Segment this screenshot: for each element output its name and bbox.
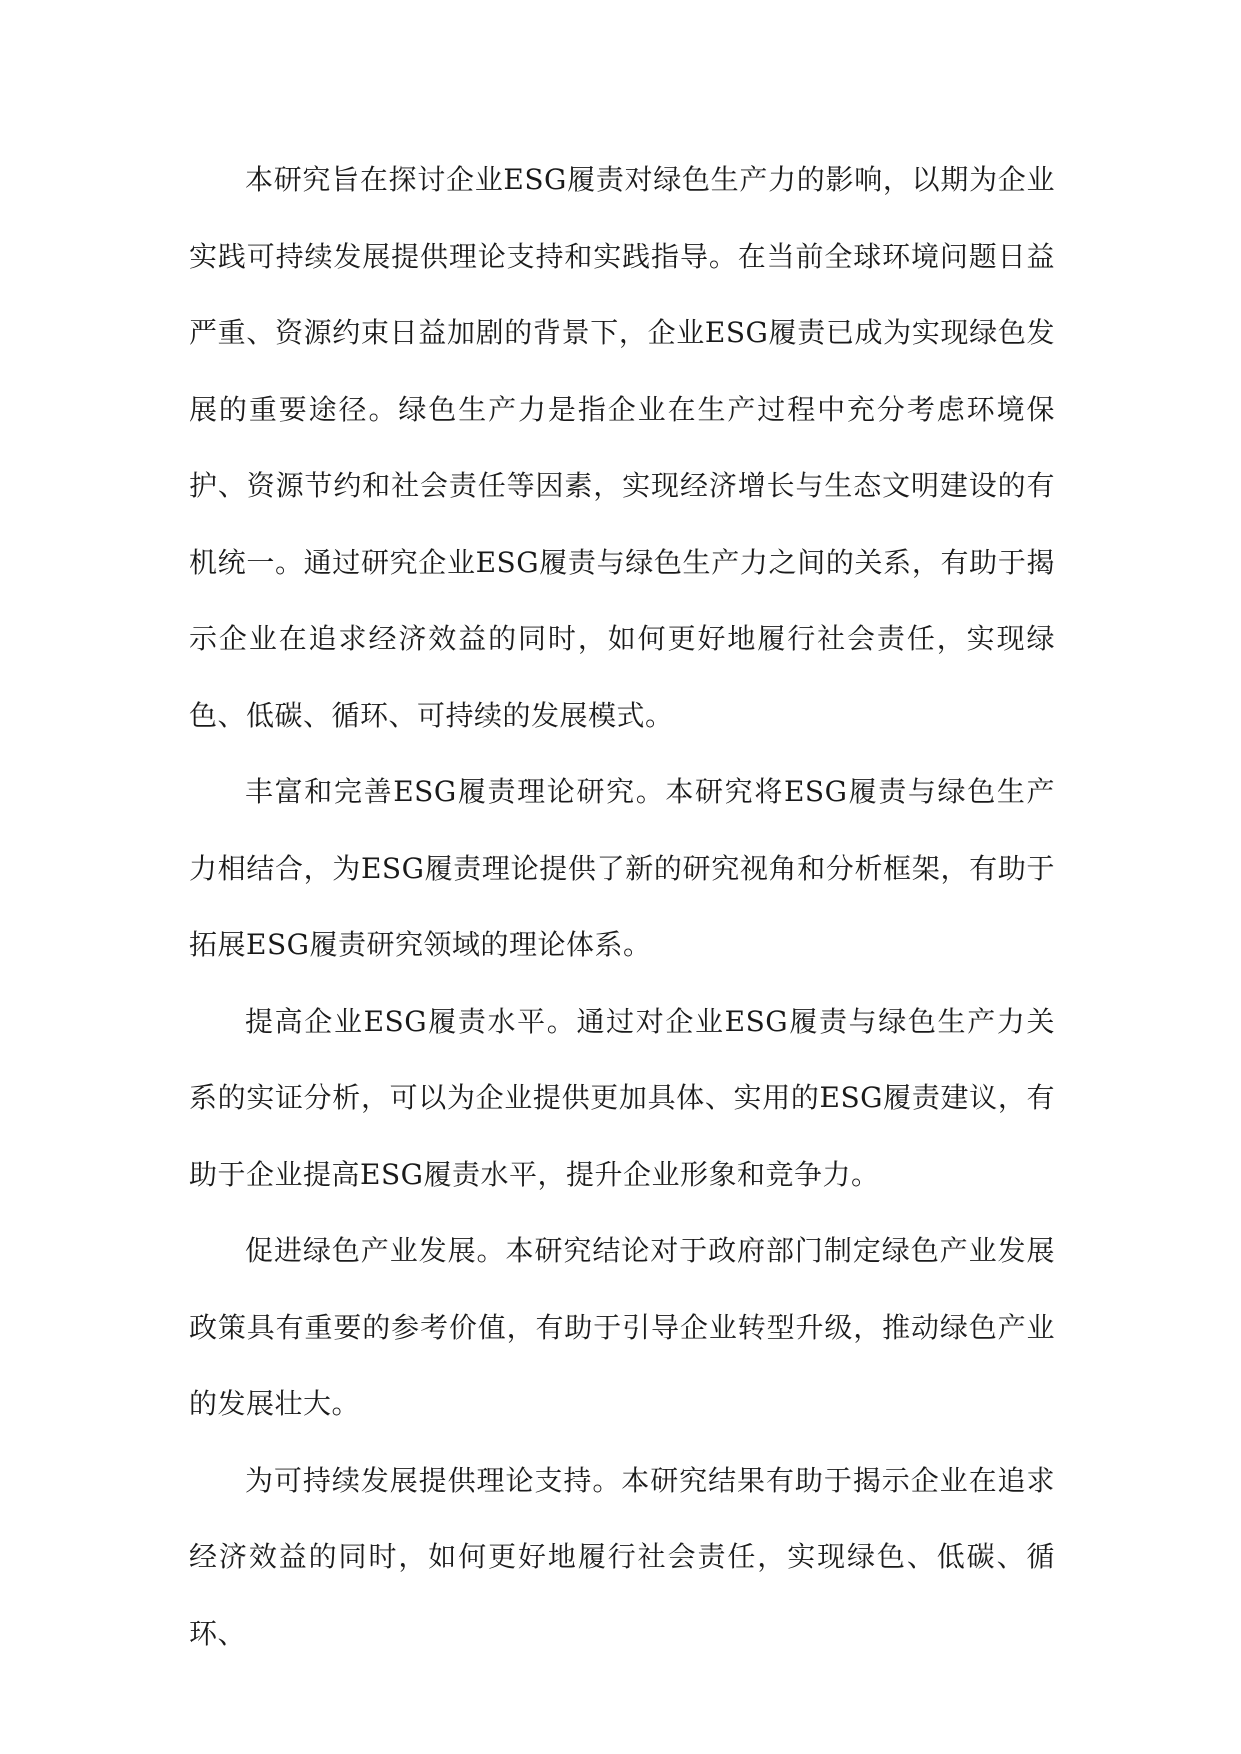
paragraph-research-purpose: 本研究旨在探讨企业ESG履责对绿色生产力的影响，以期为企业实践可持续发展提供理论支持和实践指导。在当前全球环境问题日益严重、资源约束日益加剧的背景下，企业ESG履责已成为实现绿色发展的重要途径。绿色生产力是指企业在生产过程中充分考虑环境保护、资源节约和社会责任等因素，实现经济增长与生态文明建设的有机统一。通过研究企业ESG履责与绿色生产力之间的关系，有助于揭示企业在追求经济效益的同时，如何更好地履行社会责任，实现绿色、低碳、循环、可持续的发展模式。 (189, 163, 1055, 732)
paragraph-promote-green-industry: 促进绿色产业发展。本研究结论对于政府部门制定绿色产业发展政策具有重要的参考价值，有助于引导企业转型升级，推动绿色产业的发展壮大。 (189, 1234, 1055, 1420)
paragraph-enrich-theory: 丰富和完善ESG履责理论研究。本研究将ESG履责与绿色生产力相结合，为ESG履责理论提供了新的研究视角和分析框架，有助于拓展ESG履责研究领域的理论体系。 (189, 775, 1055, 961)
paragraph-sustainable-support: 为可持续发展提供理论支持。本研究结果有助于揭示企业在追求经济效益的同时，如何更好地履行社会责任，实现绿色、低碳、循环、 (189, 1463, 1055, 1650)
paragraph-improve-esg-level: 提高企业ESG履责水平。通过对企业ESG履责与绿色生产力关系的实证分析，可以为企业提供更加具体、实用的ESG履责建议，有助于企业提高ESG履责水平，提升企业形象和竞争力。 (189, 1004, 1055, 1191)
document-body (189, 142, 1055, 1672)
